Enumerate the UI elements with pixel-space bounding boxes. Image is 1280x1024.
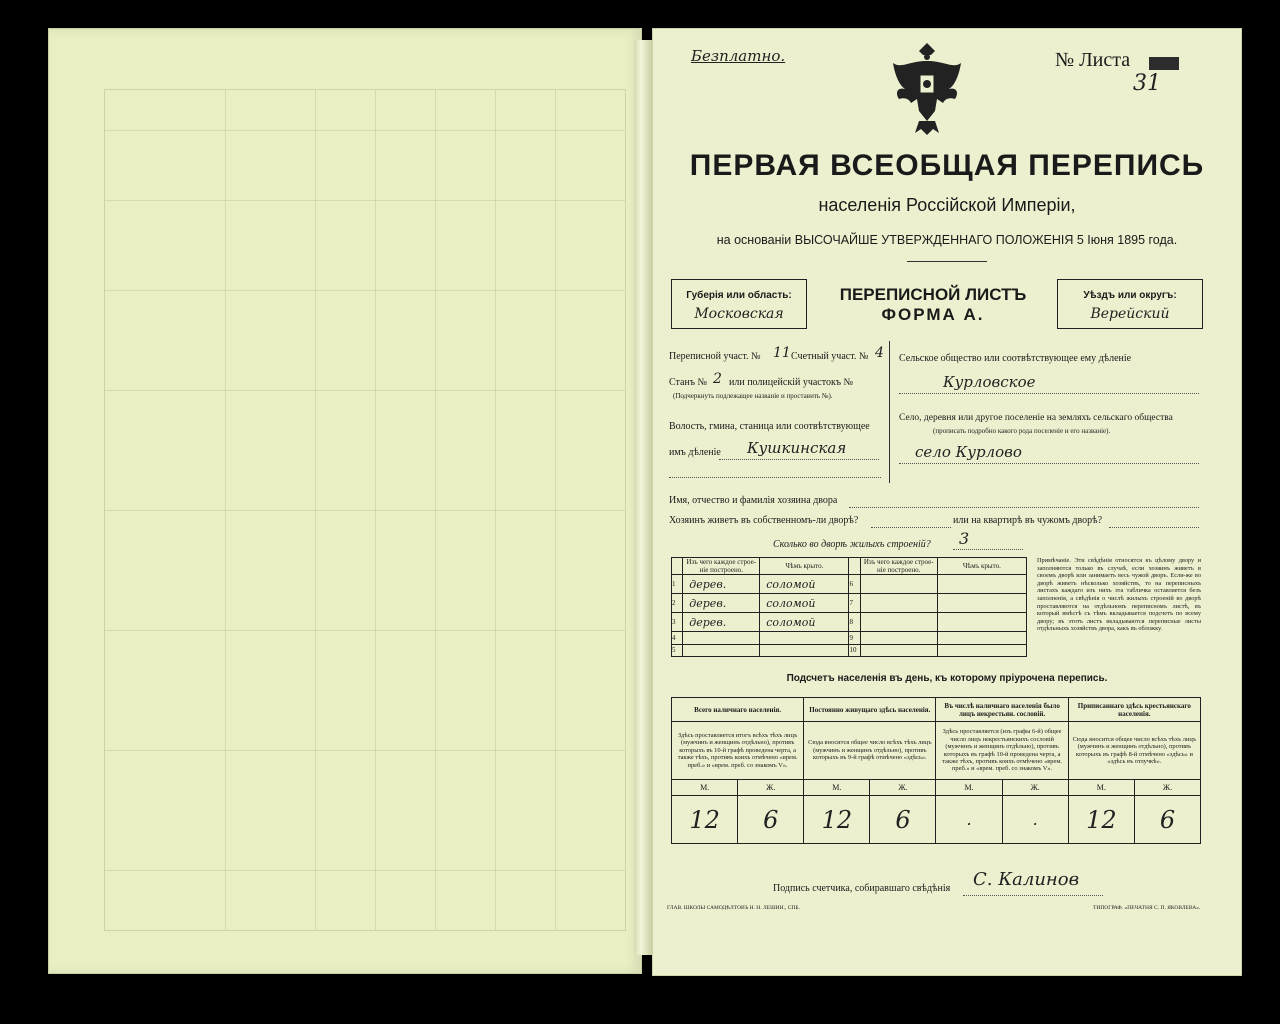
count-title: Подсчетъ населенія въ день, къ которому пріурочена перепись. [786,673,1108,684]
volost-value: Кушкинская [747,439,847,457]
count-permanent-zh: 6 [870,796,936,844]
volost-label: Волость, гмина, станица или соотвѣтствующее [669,421,870,432]
description-non-peasant: Здѣсь проставляется (изъ графы 6-й) общее число лицъ некрестьянскихъ сословій (мужчинъ и женщинъ отдѣльно), противъ которыхъ въ графѣ 10-й проведена черта, а также тѣхъ, противъ коихъ отмѣчено «врем. преб.» и «врем. преб. со знакомъ V». [936,722,1068,780]
table-row: 1 дерев. соломой 6 [672,575,1027,594]
roof-header-2: Чѣмъ крыто. [937,558,1026,575]
signature-label: Подпись счетчика, собиравшаго свѣдѣнія [773,883,951,894]
form-title: ФОРМА А. [881,305,985,324]
material-header: Изъ чего каждое строе-ніе построено. [683,558,760,575]
stan-value: 2 [713,371,722,387]
table-row: 2 дерев. соломой 7 [672,594,1027,613]
owner-name-label: Имя, отчество и фамилія хозяина двора [669,495,838,506]
police-note: (Подчеркнуть подлежащее названіе и проставить №). [673,392,833,400]
bleed-through-grid [104,89,626,931]
book-spine [634,40,652,955]
uezd-value: Верейский [1090,306,1170,322]
buildings-value: 3 [959,529,970,548]
column-divider [889,341,890,483]
owner-lives-label: Хозяинъ живетъ въ собственномъ-ли дворѣ? [669,515,859,526]
count-total-zh: 6 [738,796,804,844]
village-note: (прописать подробно какого рода поселеніе и его названіе). [933,427,1111,435]
uezd-box [1057,279,1203,329]
uchastok-label: Переписной участ. № [669,351,761,362]
header-total: Всего наличнаго населенія. [672,698,804,722]
description-peasant: Сюда вносится общее число всѣхъ тѣхъ лицъ (мужчинъ и женщинъ отдѣльно), противъ которыхъ въ графѣ 8-й отмѣчено «здѣсь» и «здѣсь въ отлучкѣ». [1068,722,1200,780]
schetny-label: Счетный участ. № [791,351,869,362]
table-row: 5 10 [672,644,1027,656]
description-permanent: Сюда вносится общее число всѣхъ тѣхъ лицъ (мужчинъ и женщинъ отдѣльно), противъ которыхъ въ 9-й графѣ отмѣчено «здѣсь». [804,722,936,780]
free-label: Безплатно. [691,47,786,65]
count-peasant-m: 12 [1068,796,1134,844]
stan-label: Станъ № [669,377,708,388]
header-peasant: Приписаннаго здѣсь крестьянскаго населенія. [1068,698,1200,722]
ornament-divider [907,261,987,262]
page-title: ПЕРВАЯ ВСЕОБЩАЯ ПЕРЕПИСЬ [689,149,1205,182]
printer-left: ГЛАВ. ШКОЛЫ САМОДѢЛТОВЪ Н. Н. ЛЕШИН., СПБ. [667,905,800,911]
gubernia-box [671,279,807,329]
redaction-mark [1149,57,1179,70]
header-non-peasant: Въ числѣ наличнаго населенія было лицъ некрестьян. сословій. [936,698,1068,722]
count-peasant-zh: 6 [1134,796,1200,844]
header-permanent: Постоянно живущаго здѣсь населенія. [804,698,936,722]
gubernia-value: Московская [694,306,784,322]
gubernia-label: Губерія или область: [686,290,792,301]
uezd-label: Уѣздъ или округъ: [1083,290,1177,301]
count-total-m: 12 [672,796,738,844]
schetny-value: 4 [875,345,884,361]
buildings-note: Примѣчаніе. Эти свѣдѣнія относятся къ цѣлому двору и заполняются только въ случаѣ, если хозяинъ живетъ в своемъ дворѣ или занимаетъ весь чужой дворъ. Если-же во дворѣ живетъ нѣсколько хозяйствъ, то на переписныхъ листахъ каждаго изъ нихъ эта табличка оставляется безъ заполненія, а свѣдѣнія о числѣ жилыхъ строеній во дворѣ проставляются на отдѣльномъ переписномъ листѣ, въ который вмѣстѣ съ тѣмъ вкладывается подсчетъ по всему двору; въ этотъ листъ вкладываются переписные листы отдѣльныхъ хозяйствъ двора, какъ въ обложку. [1037,557,1201,633]
population-count-table: Всего наличнаго населенія. Постоянно живущаго здѣсь населенія. Въ числѣ наличнаго населенія было лицъ некрестьян. сословій. Приписаннаго здѣсь крестьянскаго населенія. Здѣсь проставляется итогъ всѣхъ тѣхъ лицъ (мужчинъ и женщинъ отдѣльно), противъ которыхъ въ 10-й графѣ проведена черта, а также тѣхъ, противъ коихъ отмѣчено «врем. преб.» и «врем. преб. со знакомъ V». Сюда вносится общее число всѣхъ тѣхъ лицъ (мужчинъ и женщинъ отдѣльно), противъ которыхъ въ 9-й графѣ отмѣчено «здѣсь». Здѣсь проставляется (изъ графы 6-й) общее число лицъ некрестьянскихъ сословій (мужчинъ и женщинъ отдѣльно), противъ которыхъ въ графѣ 10-й проведена черта, а также тѣхъ, противъ коихъ отмѣчено «врем. преб.» и «врем. преб. со знакомъ V». Сюда вносится общее число всѣхъ тѣхъ лицъ (мужчинъ и женщинъ отдѣльно), противъ которыхъ въ графѣ 8-й отмѣчено «здѣсь» и «здѣсь въ отлучкѣ». М. Ж. М. Ж. М. Ж. М. Ж. 12 6 12 6 . . 12 6 [671,697,1201,844]
material-header-2: Изъ чего каждое строе-ніе построено. [860,558,937,575]
village-label: Село, деревня или другое поселеніе на земляхъ сельскаго общества [899,413,1173,423]
printer-right: ТИПОГРАФ. «ПЕЧАТНЯ С. П. ЯКОВЛЕВА». [1093,905,1201,911]
page-decree: на основаніи ВЫСОЧАЙШЕ УТВЕРЖДЕННАГО ПОЛОЖЕНІЯ 5 Іюня 1895 года. [716,233,1178,247]
volost-label-2: имъ дѣленіе [669,447,721,458]
page-subtitle: населенія Россійской Имперіи, [818,195,1076,215]
society-value: Курловское [943,373,1036,391]
description-total: Здѣсь проставляется итогъ всѣхъ тѣхъ лицъ (мужчинъ и женщинъ отдѣльно), противъ которыхъ въ 10-й графѣ проведена черта, а также тѣхъ, противъ коихъ отмѣчено «врем. преб.» и «врем. преб. со знакомъ V». [672,722,804,780]
sheet-title: ПЕРЕПИСНОЙ ЛИСТЪ [839,285,1027,304]
table-row: 4 9 [672,632,1027,644]
uchastok-value: 11 [773,345,791,361]
left-page [48,28,642,974]
society-label: Сельское общество или соотвѣтствующее ему дѣленіе [899,353,1132,364]
table-row: 3 дерев. соломой 8 [672,613,1027,632]
buildings-table [671,557,1027,657]
owner-rent-label: или на квартирѣ въ чужомъ дворѣ? [953,515,1103,526]
sheet-number-label: № Листа [1055,49,1131,71]
imperial-eagle-icon [889,41,965,137]
count-non-peasant-zh: . [1002,796,1068,844]
village-value: село Курлово [915,443,1022,461]
police-label: или полицейскій участокъ № [729,377,854,388]
sheet-number-value: 31 [1133,71,1161,96]
roof-header: Чѣмъ крыто. [760,558,849,575]
count-values-row [672,796,1201,844]
buildings-label: Сколько во дворѣ жилыхъ строеній? [773,539,931,550]
signature-value: С. Калинов [973,869,1080,890]
count-non-peasant-m: . [936,796,1002,844]
count-permanent-m: 12 [804,796,870,844]
census-form-page [652,28,1242,976]
